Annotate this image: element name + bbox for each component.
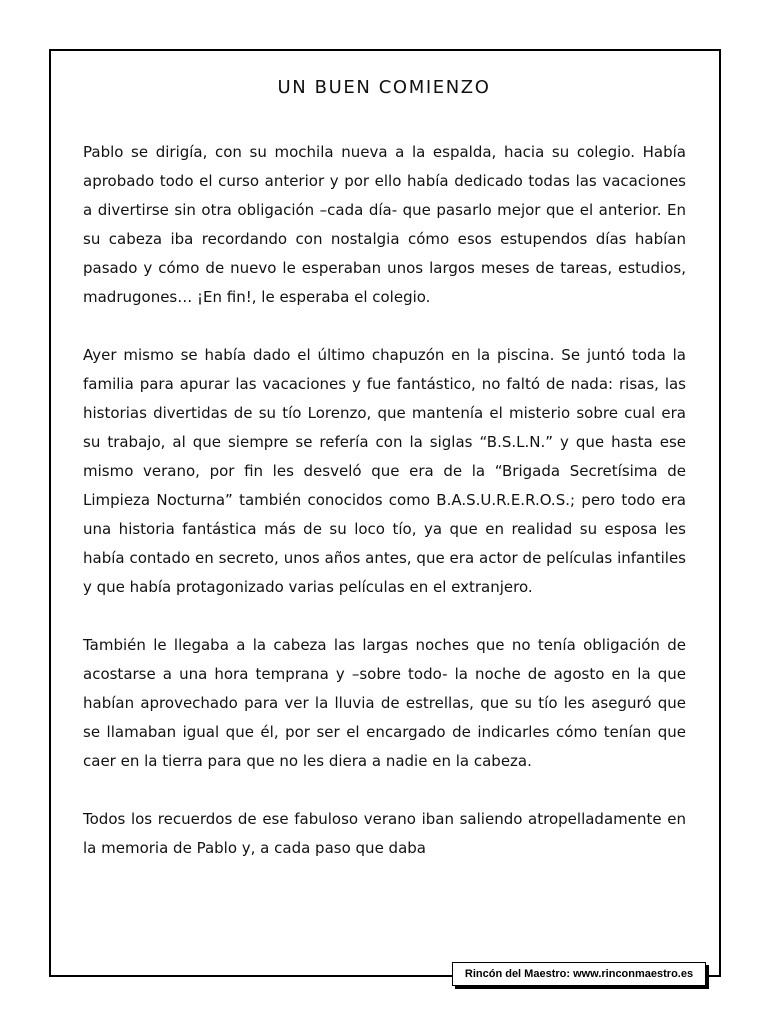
paragraph-1: Pablo se dirigía, con su mochila nueva a la espalda, hacia su colegio. Había aprobado todo el curso anterior y por ello había dedicado todas las vacaciones a divertirse sin otra obligación –cada día- que pasarlo mejor que el anterior. En su cabeza iba recordando con nostalgia cómo esos estupendos días habían pasado y cómo de nuevo le esperaban unos largos meses de tareas, estudios, madrugones… ¡En fin!, le esperaba el colegio. (83, 143, 686, 306)
document-title: UN BUEN COMIENZO (277, 77, 491, 98)
paragraph-4: Todos los recuerdos de ese fabuloso verano iban saliendo atropelladamente en la memoria de Pablo y, a cada paso que daba (83, 810, 686, 857)
footer-credit: Rincón del Maestro: www.rinconmaestro.es (452, 962, 706, 986)
paragraph-3: También le llegaba a la cabeza las largas noches que no tenía obligación de acostarse a una hora temprana y –sobre todo- la noche de agosto en la que habían aprovechado para ver la lluvia de estrellas, que su tío les aseguró que se llamaban igual que él, por ser el encargado de indicarles cómo tenían que caer en la tierra para que no les diera a nadie en la cabeza. (83, 636, 686, 770)
document-body (83, 138, 686, 892)
paragraph-2: Ayer mismo se había dado el último chapuzón en la piscina. Se juntó toda la familia para apurar las vacaciones y fue fantástico, no faltó de nada: risas, las historias divertidas de su tío Lorenzo, que mantenía el misterio sobre cual era su trabajo, al que siempre se refería con la siglas “B.S.L.N.” y que hasta ese mismo verano, por fin les desveló que era de la “Brigada Secretísima de Limpieza Nocturna” también conocidos como B.A.S.U.R.E.R.O.S.; pero todo era una historia fantástica más de su loco tío, ya que en realidad su esposa les había contado en secreto, unos años antes, que era actor de películas infantiles y que había protagonizado varias películas en el extranjero. (83, 346, 686, 596)
